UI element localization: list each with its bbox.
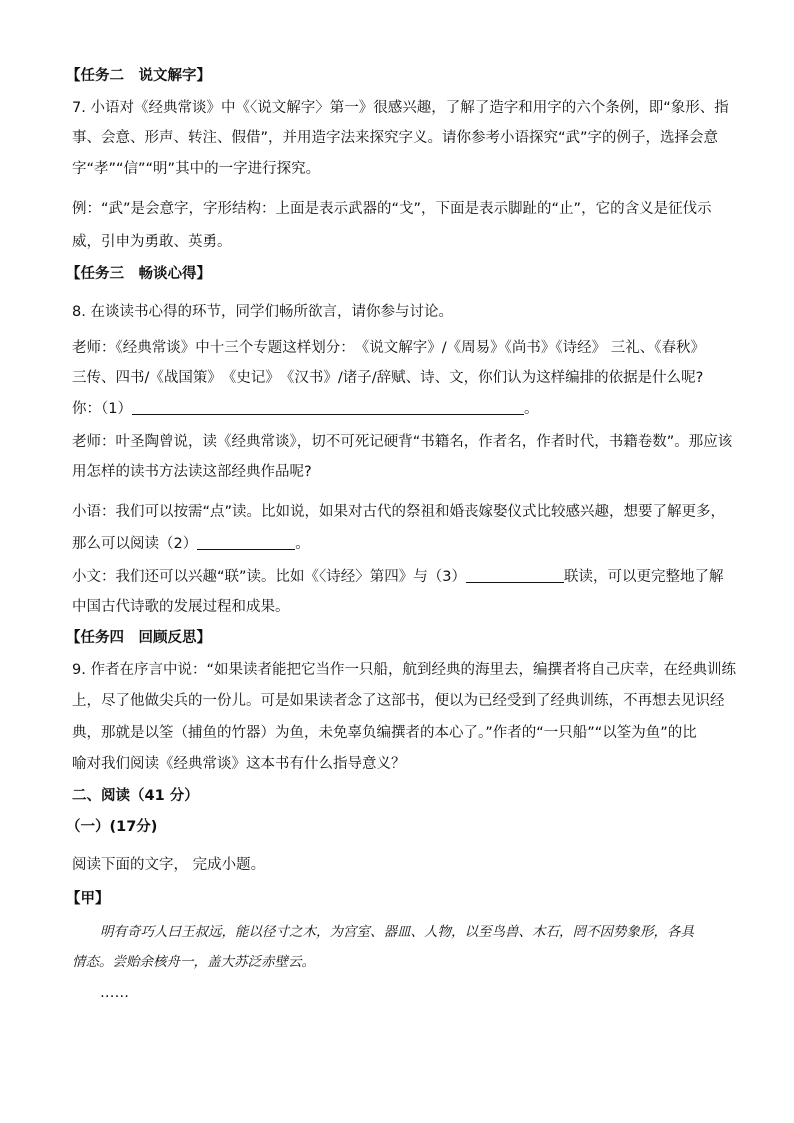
- reading-section-title: 二、阅读（41 分）: [72, 788, 199, 804]
- q7-line-1: 7. 小语对《经典常谈》中《〈说文解字〉第一》很感兴趣，了解了造字和用字的六个条例，即“象形、指: [72, 100, 729, 116]
- reading-part-1-title: （一）(17分): [66, 819, 158, 835]
- q9-line-2: 上，尽了他做尖兵的一份儿。可是如果读者念了这部书，便以为已经受到了经典训练，不再想去见识经: [72, 693, 725, 709]
- teacher-1-line-1: 老师：《经典常谈》中十三个专题这样划分： 《说文解字》/《周易》《尚书》《诗经》 三礼、《春秋》: [72, 340, 705, 356]
- ellipsis: ……: [100, 985, 129, 1001]
- xiaowen-line-1: [72, 567, 724, 587]
- task2-heading: 【任务二 说文解字】: [66, 68, 211, 84]
- reading-instruction: 阅读下面的文字， 完成小题。: [72, 857, 266, 873]
- classical-line-2: 情态。尝贻余核舟一，盖大苏泛赤壁云。: [72, 954, 315, 970]
- q9-line-4: 喻对我们阅读《经典常谈》这本书有什么指导意义？: [72, 756, 406, 772]
- answer-blank-3[interactable]: [466, 567, 564, 583]
- teacher-2-line-2: 用怎样的读书方法读这部经典作品呢?: [72, 464, 312, 480]
- xiaowen-prefix: 小文：我们还可以兴趣“联”读。比如《〈诗经〉第四》与（3）: [72, 569, 466, 585]
- xiaoyu-suffix: 。: [295, 536, 310, 552]
- answer-blank-1[interactable]: [132, 399, 524, 415]
- answer-blank-2[interactable]: [197, 534, 295, 550]
- teacher-2-line-1: 老师：叶圣陶曾说，读《经典常谈》，切不可死记硬背“书籍名，作者名，作者时代，书籍卷数”。那应该: [72, 434, 733, 450]
- task3-heading: 【任务三 畅谈心得】: [66, 266, 211, 282]
- classical-line-1: 明有奇巧人曰王叔远，能以径寸之木，为宫室、器皿、人物，以至鸟兽、木石，罔不因势象形，各具: [100, 924, 694, 940]
- jia-label: 【甲】: [66, 891, 110, 907]
- q9-line-3: 典，那就是以筌（捕鱼的竹器）为鱼，未免辜负编撰者的本心了。”作者的“一只船”“以筌为鱼”的比: [72, 725, 697, 741]
- teacher-1-line-2: 三传、四书/《战国策》 《史记》 《汉书》/诸子/辞赋、诗、文，你们认为这样编排的依据是什么呢?: [72, 370, 704, 386]
- xiaoyu-line-2: [72, 534, 310, 554]
- answer-line-1: [72, 399, 538, 419]
- q9-line-1: 9. 作者在序言中说：“如果读者能把它当作一只船，航到经典的海里去，编撰者将自己庆幸，在经典训练: [72, 662, 736, 678]
- example-line-1: 例：“武”是会意字，字形结构：上面是表示武器的“戈”，下面是表示脚趾的“止”，它的含义是征伐示: [72, 201, 712, 217]
- xiaowen-suffix: 联读，可以更完整地了解: [564, 569, 724, 585]
- task4-heading: 【任务四 回顾反思】: [66, 630, 211, 646]
- xiaoyu-prefix: 那么可以阅读（2）: [72, 536, 198, 552]
- xiaowen-line-2: 中国古代诗歌的发展过程和成果。: [72, 599, 290, 615]
- q7-line-2: 事、会意、形声、转注、假借”，并用造字法来探究字义。请你参考小语探究“武”字的例子，选择会意: [72, 130, 719, 146]
- example-line-2: 威，引申为勇敢、英勇。: [72, 234, 232, 250]
- answer-suffix: 。: [523, 401, 539, 417]
- q8-line-1: 8. 在谈读书心得的环节，同学们畅所欲言，请你参与讨论。: [72, 304, 453, 320]
- answer-prefix: 你：（1）: [72, 401, 132, 417]
- xiaoyu-line-1: 小语：我们可以按需“点”读。比如说，如果对古代的祭祖和婚丧嫁娶仪式比较感兴趣，想要了解更多，: [72, 504, 726, 520]
- q7-line-3: 字“孝”“信”“明”其中的一字进行探究。: [72, 161, 321, 177]
